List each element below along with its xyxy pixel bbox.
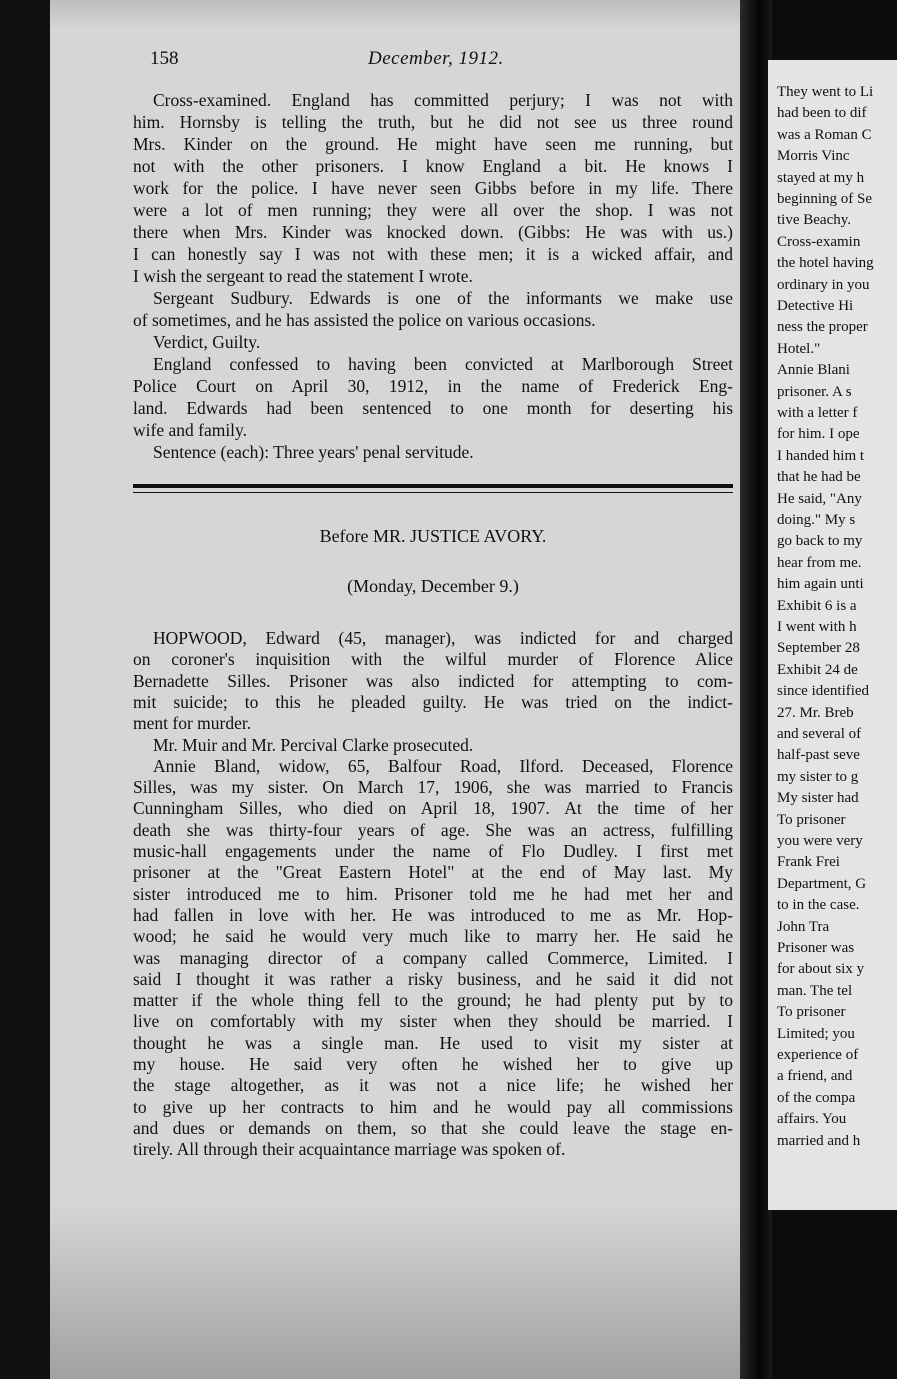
text-line: had fallen in love with her. He was introduced to me as Mr. Hop- xyxy=(133,904,733,925)
facing-page-line: half-past seve xyxy=(777,747,860,764)
facing-page-line: my sister to g xyxy=(777,768,859,785)
facing-page-line: beginning of Se xyxy=(777,191,872,207)
text-line: Mrs. Kinder on the ground. He might have seen me running, but xyxy=(133,134,733,154)
text-line: Silles, was my sister. On March 17, 1906, she was married to Francis xyxy=(133,777,733,798)
facing-page-line: experience of xyxy=(777,1047,859,1063)
text-line: Mr. Muir and Mr. Percival Clarke prosecuted. xyxy=(153,734,474,755)
section-heading xyxy=(133,526,733,547)
text-line: on coroner's inquisition with the wilful murder of Florence Alice xyxy=(133,649,733,670)
text-line: the stage altogether, as it was not a nice life; he wished her xyxy=(133,1075,733,1096)
text-line: Annie Bland, widow, 65, Balfour Road, Ilford. Deceased, Florence xyxy=(153,755,733,776)
section-heading-text: Before MR. JUSTICE AVORY. xyxy=(319,526,547,546)
facing-page-line: My sister had xyxy=(777,790,859,807)
facing-page-line: for about six y xyxy=(777,961,865,978)
facing-page-line: of the compa xyxy=(777,1089,856,1106)
facing-page-line: and several of xyxy=(777,726,862,742)
facing-page-line: Morris Vinc xyxy=(777,148,850,165)
facing-page-line: for him. I ope xyxy=(777,426,860,443)
text-line: wood; he said he would very much like to marry her. He said he xyxy=(133,926,733,947)
facing-page-line: Detective Hi xyxy=(777,298,854,314)
facing-page-line: September 28 xyxy=(777,640,860,657)
facing-page-line: Exhibit 6 is a xyxy=(777,597,857,614)
text-line: not with the other prisoners. I know England a bit. He knows I xyxy=(133,156,733,176)
facing-page-line: go back to my xyxy=(777,533,863,550)
text-line: him. Hornsby is telling the truth, but he did not see us three round xyxy=(133,112,733,132)
facing-page-line: since identified xyxy=(777,683,870,700)
facing-page xyxy=(768,60,897,1210)
facing-page-line: Limited; you xyxy=(777,1025,855,1042)
text-line: my house. He said very often he wished her to give up xyxy=(133,1054,733,1074)
facing-page-line: doing." My s xyxy=(777,512,856,528)
facing-page-line: Exhibit 24 de xyxy=(777,661,858,678)
text-line: I wish the sergeant to read the statement I wrote. xyxy=(133,266,473,286)
text-line: sister introduced me to him. Prisoner told me he had met her and xyxy=(133,883,733,904)
text-line: England confessed to having been convicted at Marlborough Street xyxy=(153,354,733,374)
text-line: Verdict, Guilty. xyxy=(153,332,261,352)
text-line: I can honestly say I was not with these men; it is a wicked affair, and xyxy=(133,244,733,264)
facing-page-line: hear from me. xyxy=(777,554,862,571)
text-line: Cross-examined. England has committed perjury; I was not with xyxy=(153,90,733,110)
facing-page-line: a friend, and xyxy=(777,1068,853,1085)
running-head: December, 1912. xyxy=(368,48,504,69)
facing-page-line: that he had be xyxy=(777,469,861,486)
facing-page-line: was a Roman C xyxy=(777,126,872,143)
section-date: (Monday, December 9.) xyxy=(347,576,519,596)
text-line: tirely. All through their acquaintance marriage was spoken of. xyxy=(133,1139,566,1160)
section-rule-thick xyxy=(133,484,733,488)
text-line: Cunningham Silles, who died on April 18, 1907. At the time of her xyxy=(133,798,733,819)
facing-page-line: affairs. You xyxy=(777,1111,847,1128)
facing-page-line: prisoner. A s xyxy=(777,383,852,400)
facing-page-line: Frank Frei xyxy=(777,854,840,871)
page-bottom-shading xyxy=(50,1200,750,1379)
facing-page-line: He said, "Any xyxy=(777,490,862,507)
text-line: Bernadette Silles. Prisoner was also indicted for attempting to com- xyxy=(133,670,733,691)
text-line: Sergeant Sudbury. Edwards is one of the informants we make use xyxy=(153,288,733,308)
facing-page-line: I went with h xyxy=(777,619,857,635)
facing-page-line: stayed at my h xyxy=(777,169,865,186)
section-rule-thin xyxy=(133,492,733,493)
facing-page-line: I handed him t xyxy=(777,447,865,464)
text-line: said I thought it was rather a risky business, and he said it did not xyxy=(133,968,733,989)
left-scan-edge xyxy=(0,0,50,1379)
facing-page-line: to in the case. xyxy=(777,897,860,914)
facing-page-line: Annie Blani xyxy=(777,362,850,379)
text-line: land. Edwards had been sentenced to one month for deserting his xyxy=(133,398,733,418)
page-top-shading xyxy=(50,0,750,30)
facing-page-line: They went to Li xyxy=(777,84,874,100)
facing-page-line: To prisoner xyxy=(777,811,846,828)
facing-page-line: Department, G xyxy=(777,875,867,892)
facing-page-line: ordinary in you xyxy=(777,276,870,293)
facing-page-line: married and h xyxy=(777,1132,861,1149)
text-line: there when Mrs. Kinder was knocked down. (Gibbs: He was with us.) xyxy=(133,222,733,242)
facing-page-line: with a letter f xyxy=(777,405,858,421)
text-line: work for the police. I have never seen Gibbs before in my life. There xyxy=(133,178,733,198)
page-number: 158 xyxy=(150,48,179,69)
text-line: Sentence (each): Three years' penal servitude. xyxy=(153,442,474,462)
text-line: mit suicide; to this he pleaded guilty. He was tried on the indict- xyxy=(133,691,733,712)
facing-page-line: 27. Mr. Breb xyxy=(777,704,854,721)
facing-page-line: you were very xyxy=(777,833,863,849)
facing-page-line: To prisoner xyxy=(777,1004,846,1021)
text-line: death she was thirty-four years of age. She was an actress, fulfilling xyxy=(133,819,733,840)
facing-page-line: Cross-examin xyxy=(777,233,861,250)
text-line: and dues or demands on them, so that she could leave the stage en- xyxy=(133,1117,733,1138)
text-line: wife and family. xyxy=(133,420,248,440)
facing-page-line: Hotel." xyxy=(777,340,821,357)
facing-page-line: tive Beachy. xyxy=(777,212,851,229)
text-line: to give up her contracts to him and he would pay all commissions xyxy=(133,1096,733,1117)
facing-page-line: Prisoner was xyxy=(777,940,855,956)
text-line: was managing director of a company called Commerce, Limited. I xyxy=(133,947,733,968)
text-line: were a lot of men running; they were all over the shop. I was not xyxy=(133,200,733,220)
facing-page-line: him again unti xyxy=(777,576,864,593)
text-line: prisoner at the "Great Eastern Hotel" at the end of May last. My xyxy=(133,862,733,883)
text-line: ment for murder. xyxy=(133,713,252,734)
text-line: live on comfortably with my sister when they should be married. I xyxy=(133,1011,733,1032)
facing-page-line: John Tra xyxy=(777,918,830,935)
facing-page-line: had been to dif xyxy=(777,105,867,122)
text-line: music-hall engagements under the name of Flo Dudley. I first met xyxy=(133,841,733,861)
text-line: HOPWOOD, Edward (45, manager), was indicted for and charged xyxy=(153,628,733,648)
facing-page-line: the hotel having xyxy=(777,255,874,272)
text-line: thought he was a single man. He used to visit my sister at xyxy=(133,1032,733,1053)
text-line: matter if the whole thing fell to the ground; he had plenty put by to xyxy=(133,990,733,1011)
text-line: Police Court on April 30, 1912, in the name of Frederick Eng- xyxy=(133,376,733,396)
facing-page-line: ness the proper xyxy=(777,319,868,336)
text-line: of sometimes, and he has assisted the police on various occasions. xyxy=(133,310,596,330)
facing-page-line: man. The tel xyxy=(777,982,853,999)
